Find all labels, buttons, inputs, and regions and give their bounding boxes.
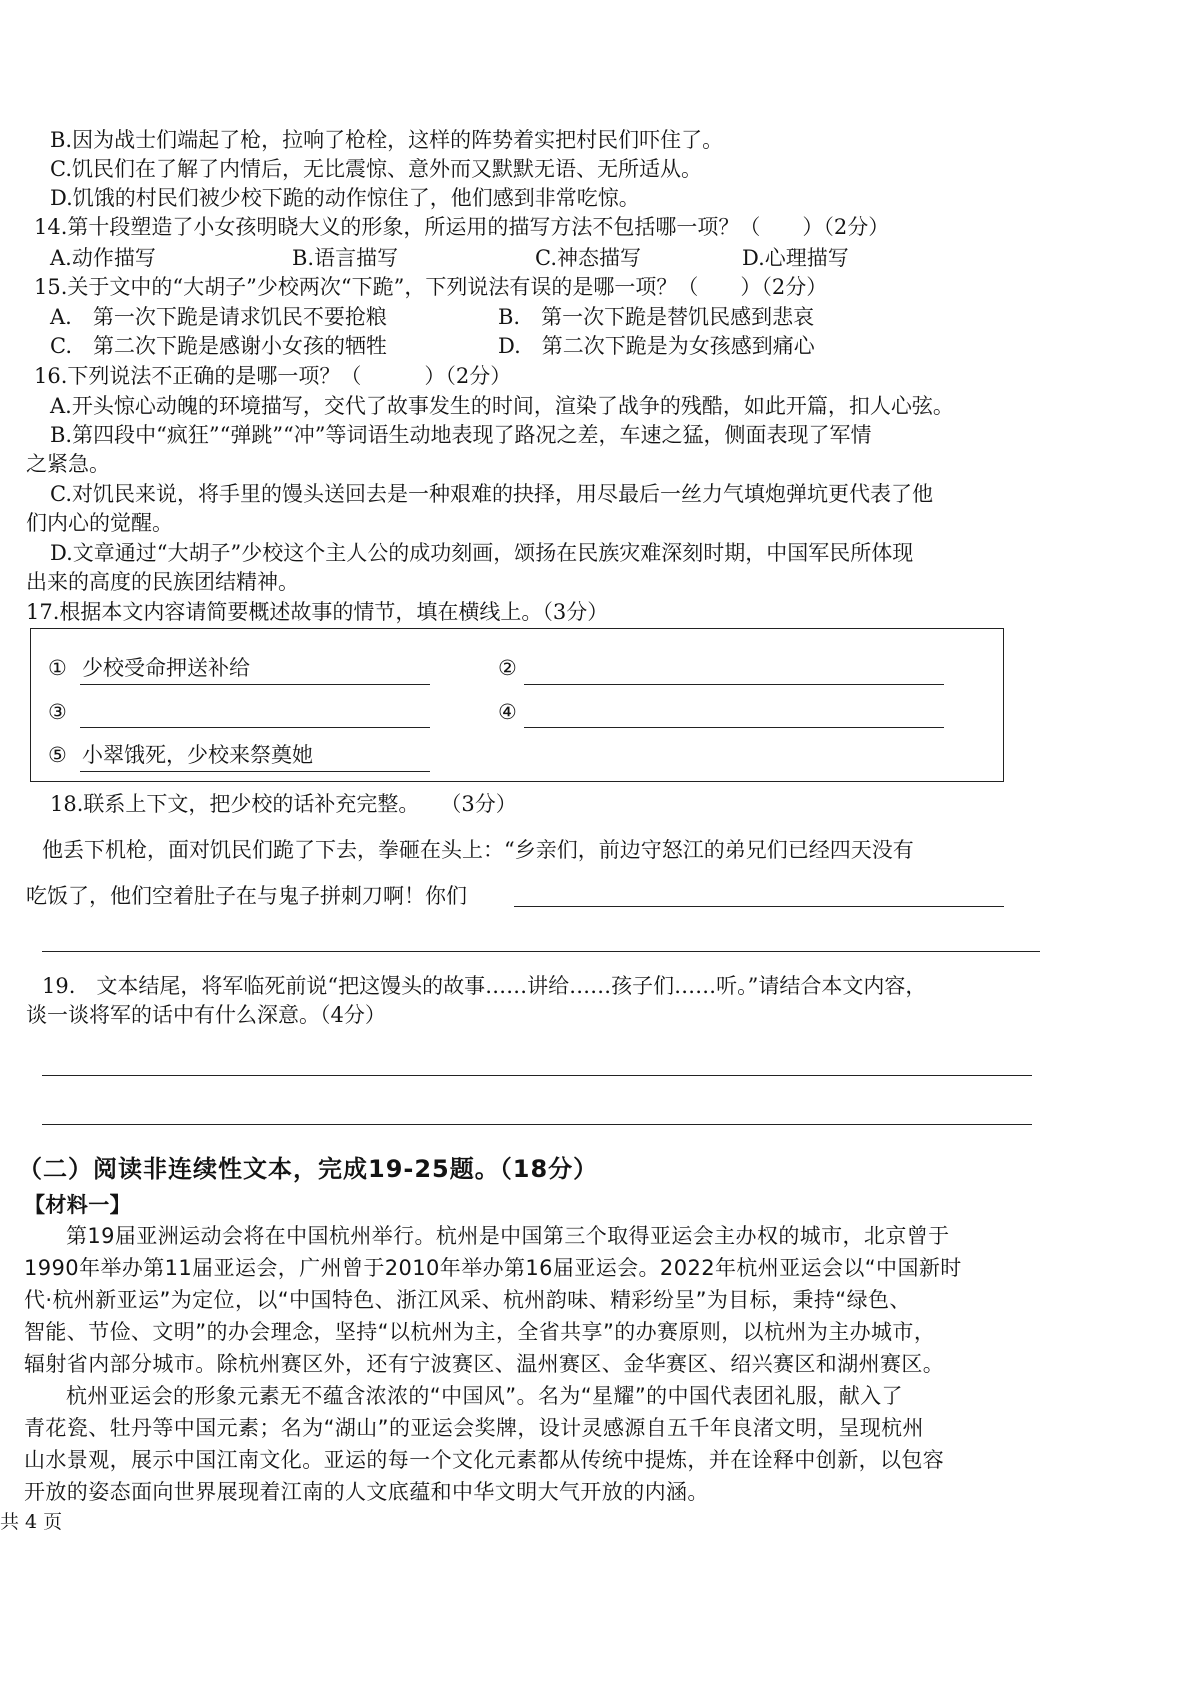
- material1-label: 【材料一】: [24, 1193, 131, 1217]
- section2-title: （二）阅读非连续性文本，完成19-25题。（18分）: [18, 1155, 599, 1183]
- q16-option-c-line2: 们内心的觉醒。: [26, 511, 173, 535]
- material1-p2-line4: 开放的姿态面向世界展现着江南的人文底蕴和中华文明大气开放的内涵。: [24, 1480, 709, 1504]
- q15-option-b: B. 第一次下跪是替饥民感到悲哀: [498, 305, 815, 329]
- q16-option-b-line1: B.第四段中“疯狂”“弹跳”“冲”等词语生动地表现了路况之差，车速之猛，侧面表现了军情: [50, 423, 872, 447]
- q13-option-c: C.饥民们在了解了内情后，无比震惊、意外而又默默无语、无所适从。: [50, 157, 702, 181]
- q16-option-b-line2: 之紧急。: [26, 452, 110, 476]
- material1-p2-line3: 山水景观，展示中国江南文化。亚运的每一个文化元素都从传统中提炼，并在诠释中创新，以包容: [24, 1448, 945, 1472]
- q19-answer-blank-1[interactable]: [42, 1075, 1032, 1076]
- q17-item2-blank[interactable]: [524, 684, 944, 685]
- q17-item5-number: ⑤: [48, 743, 67, 767]
- q14-option-b: B.语言描写: [292, 246, 399, 270]
- q14-option-d: D.心理描写: [742, 246, 849, 270]
- q17-item3-blank[interactable]: [80, 727, 430, 728]
- q15-option-d: D. 第二次下跪是为女孩感到痛心: [498, 334, 815, 358]
- material1-p1-line3: 代·杭州新亚运”为定位，以“中国特色、浙江风采、杭州韵味、精彩纷呈”为目标，秉持“绿色、: [24, 1288, 911, 1312]
- q17-item1-line: [80, 684, 430, 685]
- material1-p2-line2: 青花瓷、牡丹等中国元素；名为“湖山”的亚运会奖牌，设计灵感源自五千年良渚文明，呈现杭州: [24, 1416, 924, 1440]
- material1-p1-line4: 智能、节俭、文明”的办会理念，坚持“以杭州为主，全省共享”的办赛原则，以杭州为主办城市，: [24, 1320, 936, 1344]
- q16-option-d-line2: 出来的高度的民族团结精神。: [26, 570, 299, 594]
- material1-p1-line1: 第19届亚洲运动会将在中国杭州举行。杭州是中国第三个取得亚运会主办权的城市，北京曾于: [66, 1224, 950, 1248]
- material1-p1-line2: 1990年举办第11届亚运会，广州曾于2010年举办第16届亚运会。2022年杭州亚运会以“中国新时: [24, 1256, 962, 1280]
- q16-option-a: A.开头惊心动魄的环境描写，交代了故事发生的时间，渲染了战争的残酷，如此开篇，扣人心弦。: [50, 394, 954, 418]
- q17-item1-number: ①: [48, 656, 67, 680]
- q15-option-a: A. 第一次下跪是请求饥民不要抢粮: [50, 305, 387, 329]
- q17-item4-blank[interactable]: [524, 727, 944, 728]
- q13-option-b: B.因为战士们端起了枪，拉响了枪栓，这样的阵势着实把村民们吓住了。: [50, 128, 724, 152]
- q18-answer-blank-1[interactable]: [514, 906, 1004, 907]
- page-footer: 共 4 页: [0, 1511, 63, 1533]
- material1-p2-line1: 杭州亚运会的形象元素无不蕴含浓浓的“中国风”。名为“星耀”的中国代表团礼服，献入了: [66, 1384, 903, 1408]
- q13-option-d: D.饥饿的村民们被少校下跪的动作惊住了，他们感到非常吃惊。: [50, 186, 640, 210]
- q17-item2-number: ②: [498, 656, 517, 680]
- q16-stem: 16.下列说法不正确的是哪一项？（ ）（2分）: [34, 364, 512, 388]
- q16-option-d-line1: D.文章通过“大胡子”少校这个主人公的成功刻画，颂扬在民族灾难深刻时期，中国军民所体现: [50, 541, 914, 565]
- q17-stem: 17.根据本文内容请简要概述故事的情节，填在横线上。（3分）: [26, 600, 609, 624]
- q18-quote-line2: 吃饭了，他们空着肚子在与鬼子拼刺刀啊！你们: [26, 884, 467, 908]
- q17-item5-text: 小翠饿死，少校来祭奠她: [82, 743, 313, 767]
- material1-p1-line5: 辐射省内部分城市。除杭州赛区外，还有宁波赛区、温州赛区、金华赛区、绍兴赛区和湖州赛区。: [24, 1352, 945, 1376]
- q14-option-a: A.动作描写: [50, 246, 156, 270]
- q17-item4-number: ④: [498, 700, 517, 724]
- q18-stem: 18.联系上下文，把少校的话补充完整。 （3分）: [50, 792, 517, 816]
- q16-option-c-line1: C.对饥民来说，将手里的馒头送回去是一种艰难的抉择，用尽最后一丝力气填炮弹坑更代表了他: [50, 482, 933, 506]
- q17-item5-line: [80, 771, 430, 772]
- q19-stem-line1: 19. 文本结尾，将军临死前说“把这馒头的故事……讲给……孩子们……听。”请结合本文内容，: [42, 974, 927, 998]
- q19-stem-line2: 谈一谈将军的话中有什么深意。（4分）: [26, 1003, 386, 1027]
- q18-quote-line1: 他丢下机枪，面对饥民们跪了下去，拳砸在头上：“乡亲们，前边守怒江的弟兄们已经四天没有: [42, 838, 914, 862]
- q15-stem: 15.关于文中的“大胡子”少校两次“下跪”，下列说法有误的是哪一项？（ ）（2分）: [34, 275, 828, 299]
- q15-option-c: C. 第二次下跪是感谢小女孩的牺牲: [50, 334, 387, 358]
- q14-stem: 14.第十段塑造了小女孩明晓大义的形象，所运用的描写方法不包括哪一项？（ ）（2分）: [34, 215, 890, 239]
- q17-item1-text: 少校受命押送补给: [82, 656, 250, 680]
- q18-answer-blank-2[interactable]: [42, 951, 1040, 952]
- q14-option-c: C.神态描写: [535, 246, 641, 270]
- q17-item3-number: ③: [48, 700, 67, 724]
- q19-answer-blank-2[interactable]: [42, 1124, 1032, 1125]
